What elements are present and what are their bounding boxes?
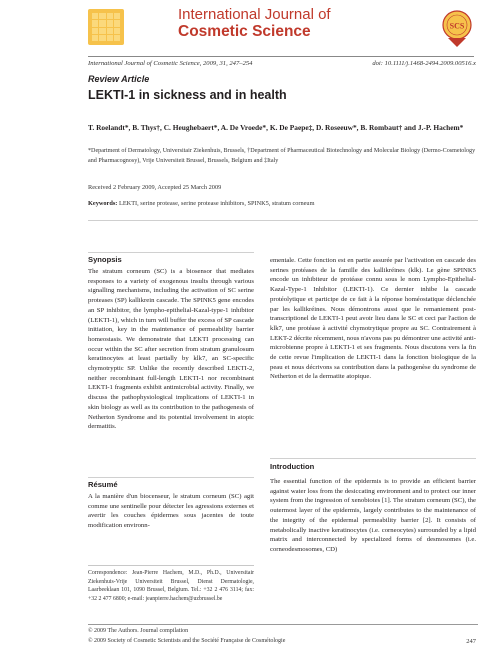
society-seal-icon: [440, 9, 474, 49]
keywords-label: Keywords:: [88, 200, 118, 207]
received-accepted-dates: Received 2 February 2009, Accepted 25 March 2009: [88, 184, 222, 191]
keywords-rule: [88, 220, 478, 221]
resume-rule: [88, 477, 254, 478]
introduction-body: The essential function of the epidermis is to provide an efficient barrier against water loss from the desiccating environment and to protect our inner system from the ingression of xenobiotes [1]. The stratum corneum (SC), the outermost layer of the epidermis, largely contributes to the maintenance of the integrity of the epidermal permeability barrier [2]. It consists of metabolically inactive keratinocytes (i.e. corneocytes) surrounded by a lipid matrix and interconnected by specialized forms of desmosomes (i.e. corneodesmosomes, CD): [270, 478, 476, 553]
synopsis-heading: Synopsis: [88, 255, 122, 264]
resume-body: A la manière d'un bioсenseur, le stratum corneum (SC) agit comme une sentinelle pour détecter les agressions externes et avertir les couches épidermes sous jacentes de toute modification environn-: [88, 493, 254, 530]
keywords: [88, 200, 478, 207]
journal-title-line1: International Journal of: [178, 6, 331, 23]
author-list: T. Roelandt*, B. Thys†, C. Heughebaert*, A. De Vroede*, K. De Paepe‡, D. Roseeuw*, B. Rombaut† and J.-P. Hachem*: [88, 123, 464, 132]
journal-title-line2: Cosmetic Science: [178, 23, 311, 40]
introduction-rule: [270, 458, 476, 459]
header-rule: [88, 56, 474, 57]
article-title: LEKTI-1 in sickness and in health: [88, 88, 287, 102]
page-number: 247: [466, 638, 476, 645]
journal-logo: [88, 9, 124, 45]
footer-rule: [88, 624, 478, 625]
keywords-list: LEKTI, serine protease, serine protease inhibitors, SPINK5, stratum corneum: [118, 200, 315, 207]
doi[interactable]: doi: 10.1111/j.1468-2494.2009.00516.x: [372, 60, 476, 67]
resume-heading: Résumé: [88, 480, 118, 489]
citation: International Journal of Cosmetic Science, 2009, 31, 247–254: [88, 60, 253, 67]
resume-continued: ementale. Cette fonction est en partie assurée par l'activation en cascade des serines protéases de la famille des kallikréines (klk). Le gène SPINK5 encode un inhibiteur de protéase connu sous le nom Lympho-Epithelial-Kazal-Type-1 Inhibitor (LEKTI-1). Ce dernier inhibe la cascade protéolytique et participe de ce fait à la réponse homéostatique déclenchée par les kallikréines. Nous démontrons aussi que le remaniement post-transcriptionel de LEKTI-1 peut avoir lieu dans le SC et ceci par l'action de klk7, une protéase à activité chymotrytique propre au SC. Contrairement à LEKT-2 décrite récemment, nous n'avons pas pu démontrer une activité anti-microbienne propre à LEKTI-1 et ses fragments. Nous discutons vers la fin de cette revue l'implication de LEKTI-1 dans la fonction biologique de la peau et nous décrivons sa contribution dans la pathogenèse du syndrome de Netherton et de la dermatite atopique.: [270, 257, 476, 381]
seal-text: SCS: [449, 21, 465, 31]
synopsis-body: The stratum corneum (SC) is a biosensor that mediates responses to a variety of exogenous insults through various signalling mechanisms, including the activation of SC serine proteases (SP) kallikrein cascade. The SPINK5 gene encodes an SP inhibitor, the lympho-epithelial-Kazal-type-1 inhibitor (LEKTI-1), which in turn will buffer the excess of SP cascade initiation, key in the maintenance of permeability barrier homeostasis. We demonstrate that LEKTI processing can occur within the SC after secretion from stratum granulosum keratinocytes at least partially by klk7, an SC-specific chymotryptic SP. Unlike the recently described LEKTI-2, neither recombinant full-length LEKTI-1 nor recombinant LEKTI-1 fragments exhibit antimicrobial activity. Finally, we discuss the pathophysiological implications of LEKTI-1 in skin biology as well as its contribution to the pathogenesis of Netherton Syndrome and its potential involvement in atopic dermatitis.: [88, 268, 254, 431]
copyright-line-1: © 2009 The Authors. Journal compilation: [88, 628, 189, 634]
affiliations: *Department of Dermatology, Universitair Ziekenhuis, Brussels, †Department of Pharmaceutical Biotechnology and Molecular Biology (Dermo-Cosmetology and Pharmacognosy), Vrije Universiteit Brussel, Brussels, Belgium and ‡Italy: [88, 148, 476, 164]
correspondence-rule: [88, 565, 254, 566]
synopsis-rule: [88, 252, 254, 253]
introduction-heading: Introduction: [270, 462, 315, 471]
copyright-line-2: © 2009 Society of Cosmetic Scientists and the Société Française de Cosmétologie: [88, 638, 286, 644]
correspondence: Correspondence: Jean-Pierre Hachem, M.D., Ph.D., Universitair Ziekenhuis-Vrije Universiteit Brussel, Dienst Dermatologie, Laarbeeklaan 101, 1090 Brussel, Belgium. Tel.: +32 2 476 3114; fax: +32 2 477 6800; e-mail: jeanpierre.hachem@uzbrussel.be: [88, 570, 254, 603]
article-type: Review Article: [88, 74, 150, 84]
journal-title: [178, 6, 338, 40]
